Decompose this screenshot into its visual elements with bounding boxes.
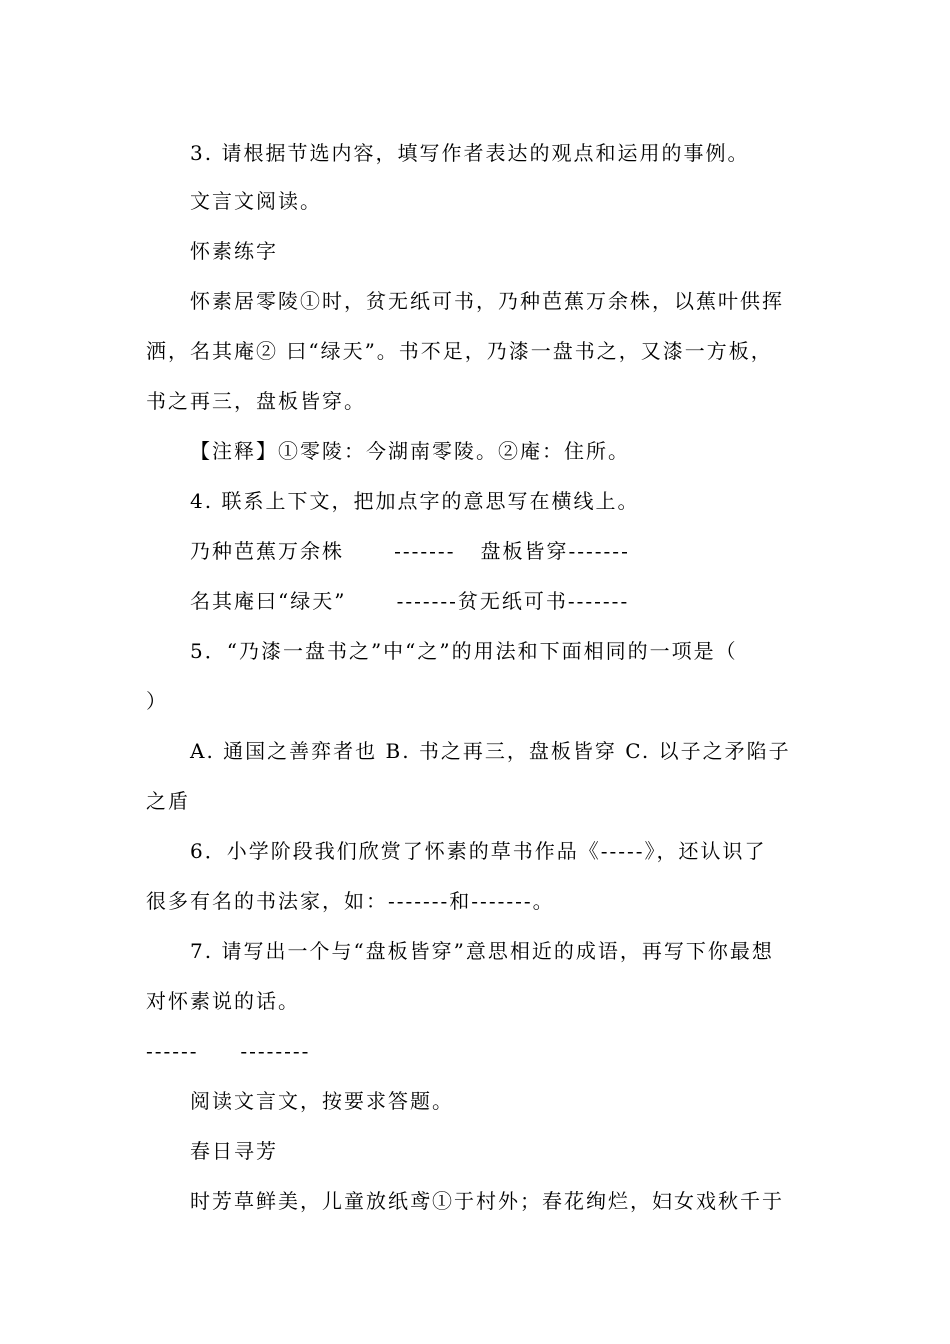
- question-7-blanks: ------ --------: [146, 1039, 311, 1063]
- annotation-note: 【注释】①零陵：今湖南零陵。②庵：住所。: [190, 439, 630, 463]
- question-6-cont: 很多有名的书法家，如：-------和-------。: [146, 889, 555, 913]
- question-5-options-cont: 之盾: [146, 789, 190, 813]
- section-heading: 文言文阅读。: [190, 189, 322, 213]
- question-5-options: A. 通国之善弈者也 B. 书之再三，盘板皆穿 C. 以子之矛陷子: [190, 739, 791, 763]
- question-6: 6．小学阶段我们欣赏了怀素的草书作品《-----》，还认识了: [190, 839, 767, 863]
- question-7-cont: 对怀素说的话。: [146, 989, 300, 1013]
- passage-line-3: 书之再三，盘板皆穿。: [146, 389, 366, 413]
- question-3: 3. 请根据节选内容，填写作者表达的观点和运用的事例。: [190, 141, 750, 165]
- question-7: 7. 请写出一个与“盘板皆穿”意思相近的成语，再写下你最想: [190, 939, 774, 963]
- passage-title-huaisu: 怀素练字: [190, 239, 278, 263]
- passage-line-2: 洒，名其庵② 曰“绿天”。书不足，乃漆一盘书之，又漆一方板，: [146, 339, 773, 363]
- passage-line-1: 怀素居零陵①时，贫无纸可书，乃种芭蕉万余株，以蕉叶供挥: [190, 289, 784, 313]
- passage-2-line-1: 时芳草鲜美，儿童放纸鸢①于村外；春花绚烂，妇女戏秋千于: [190, 1189, 784, 1213]
- question-5-bracket: ）: [146, 689, 168, 713]
- question-4-blanks-row-1: 乃种芭蕉万余株 ------- 盘板皆穿-------: [190, 539, 630, 563]
- section-heading-2: 阅读文言文，按要求答题。: [190, 1089, 454, 1113]
- passage-title-spring: 春日寻芳: [190, 1139, 278, 1163]
- question-4-blanks-row-2: 名其庵曰“绿天” -------贫无纸可书-------: [190, 589, 630, 613]
- question-4: 4. 联系上下文，把加点字的意思写在横线上。: [190, 489, 640, 513]
- question-5: 5．“乃漆一盘书之”中“之”的用法和下面相同的一项是（: [190, 639, 738, 663]
